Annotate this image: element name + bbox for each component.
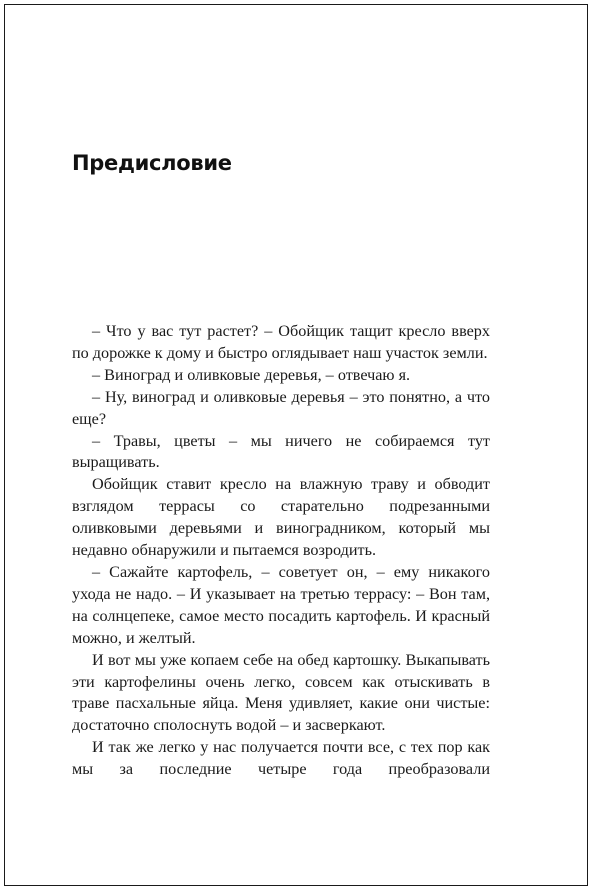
paragraph: И так же легко у нас получается почти все, с тех пор как мы за последние четыре года преобразовали bbox=[72, 738, 490, 779]
text-body bbox=[72, 321, 490, 781]
paragraph: И вот мы уже копаем себе на обед картошку. Выкапывать эти картофелины очень легко, совсем как отыскивать в траве пасхальные яйца. Меня удивляет, какие они чистые: достаточно сполоснуть водой – и засверкают. bbox=[72, 650, 490, 735]
paragraph: – Виноград и оливковые деревья, – отвечаю я. bbox=[92, 365, 411, 384]
paragraph: – Что у вас тут растет? – Обойщик тащит кресло вверх по дорожке к дому и быстро оглядывает наш участок земли. bbox=[72, 322, 490, 362]
chapter-title: Предисловие bbox=[72, 151, 232, 175]
paragraph: – Травы, цветы – мы ничего не собираемся тут выращивать. bbox=[72, 431, 490, 472]
paragraph: – Сажайте картофель, – советует он, – ему никакого ухода не надо. – И указывает на третью террасу: – Вон там, на солнцепеке, самое место посадить картофель. И красный можно, и желтый. bbox=[72, 562, 490, 647]
page-frame bbox=[4, 4, 588, 886]
paragraph: – Ну, виноград и оливковые деревья – это понятно, а что еще? bbox=[72, 387, 490, 428]
paragraph: Обойщик ставит кресло на влажную траву и обводит взглядом террасы со старательно подрезанными оливковыми деревьями и виноградником, который мы недавно обнаружили и пытаемся возродить. bbox=[72, 475, 490, 560]
